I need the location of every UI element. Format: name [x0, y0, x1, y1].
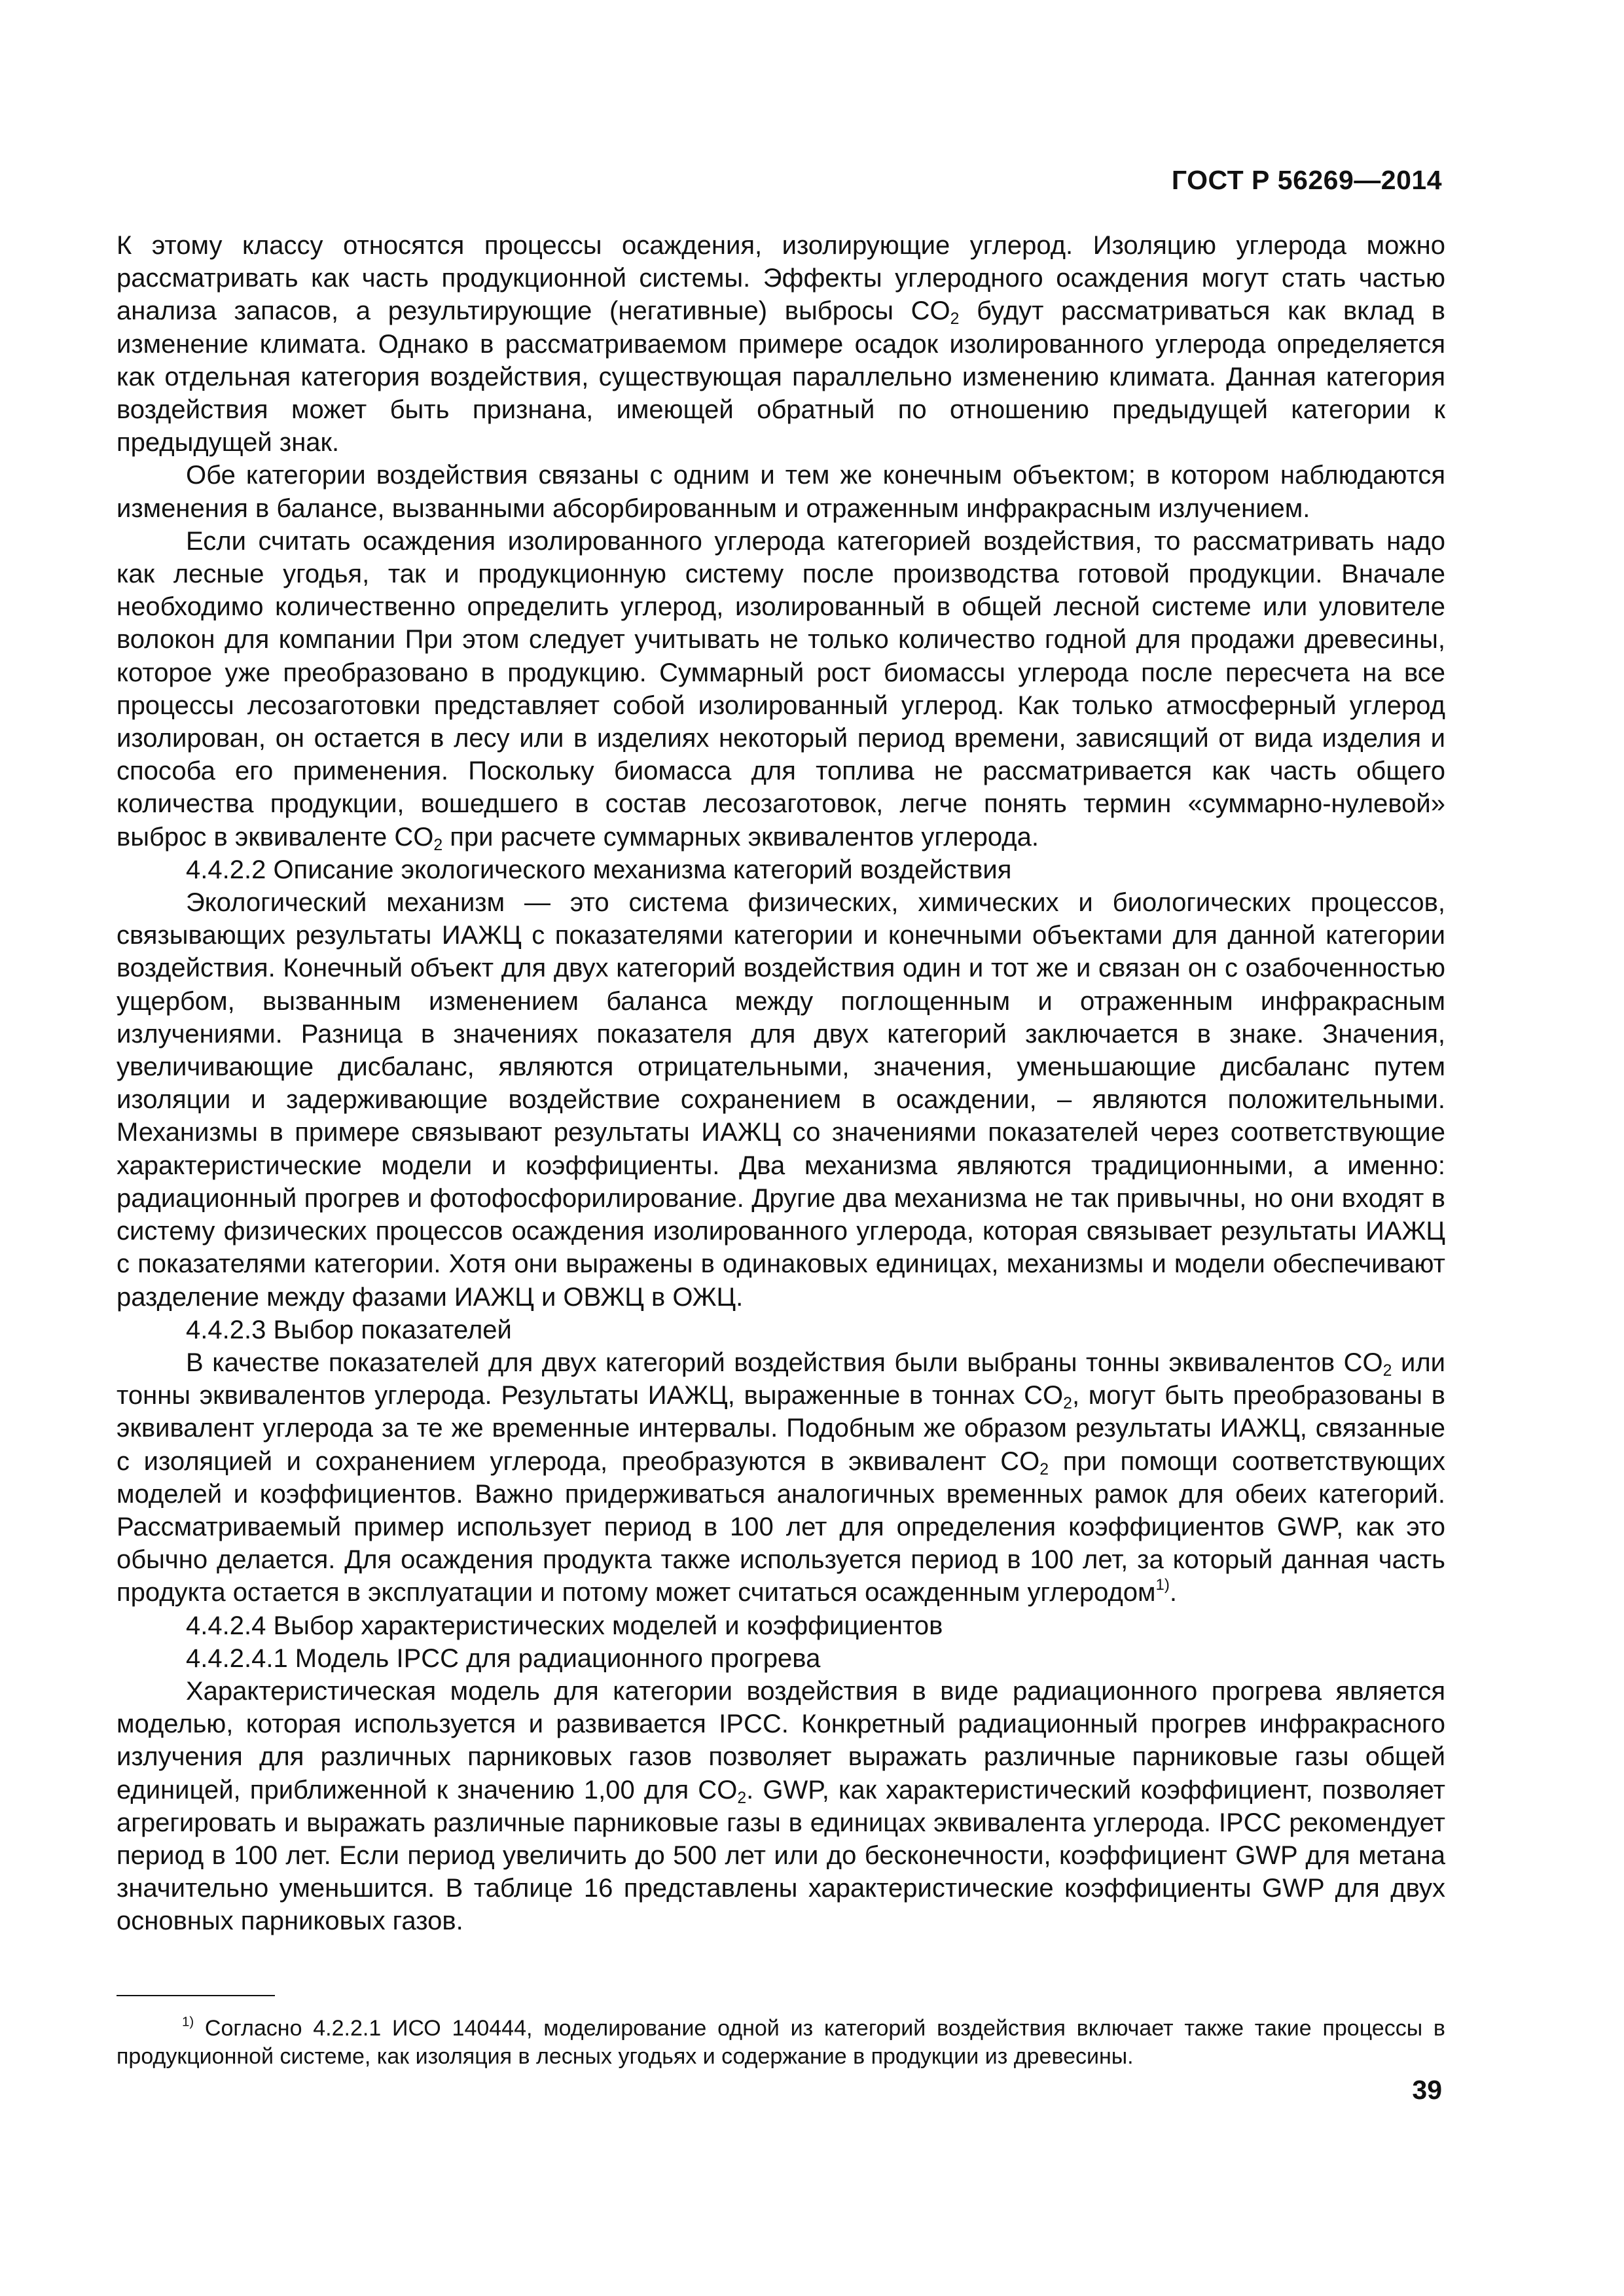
paragraph-5 [117, 1346, 1445, 1609]
text-run: будут рассматриваться как вклад в изменение климата. Однако в рассматриваемом примере осадок изолированного углерода определяется как отдельная категория воздействия, существующая параллельно изменению климата. Данная категория воздействия может быть признана, имеющей обратный по отношению предыдущей категории к предыдущей знак. [117, 296, 1446, 457]
subscript: 2 [950, 310, 960, 329]
text-run: . GWP, как характеристический коэффициент, позволяет агрегировать и выражать различные парниковые газы в единицах эквивалента углерода. IPCC рекомендует период в 100 лет. Если период увеличить до 500 лет или до бесконечности, коэффициент GWP для метана значительно уменьшится. В таблице 16 представлены характеристические коэффициенты GWP для двух основных парниковых газов. [117, 1775, 1445, 1936]
text-run: В качестве показателей для двух категорий воздействия были выбраны тонны эквивалентов CO [186, 1348, 1383, 1377]
subscript: 2 [1063, 1395, 1072, 1413]
footnote-separator [117, 1995, 275, 1996]
text-run: , могут быть преобразованы в эквивалент углерода за те же временные интервалы. Подобным же образом результаты ИАЖЦ, связанные с изоляцией и сохранением углерода, преобразуются в эквивалент CO [117, 1381, 1445, 1476]
section-heading-4-4-2-4: 4.4.2.4 Выбор характеристических моделей и коэффициентов [186, 1611, 943, 1640]
text-run: Характеристическая модель для категории воздействия в виде радиационного прогрева является моделью, которая используется и развивается IPCC. Конкретный радиационный прогрев инфракрасного излучения для различных парниковых газов позволяет выражать различные парниковые газы общей единицей, приближенной к значению 1,00 для CO [117, 1676, 1445, 1804]
paragraph-2: Обе категории воздействия связаны с одним и тем же конечным объектом; в котором наблюдаются изменения в балансе, вызванными абсорбированным и отраженным инфракрасным излучением. [117, 461, 1445, 523]
subscript: 2 [737, 1789, 747, 1807]
text-run: . [1169, 1578, 1178, 1607]
footnote-marker: 1) [182, 2015, 194, 2030]
text-run: при расчете суммарных эквивалентов углерода. [442, 822, 1039, 852]
footnote-reference[interactable]: 1) [1155, 1576, 1170, 1594]
subscript: 2 [433, 836, 443, 854]
section-heading-4-4-2-4-1: 4.4.2.4.1 Модель IPCC для радиационного прогрева [186, 1643, 821, 1673]
page-number: 39 [1412, 2075, 1442, 2105]
footnote-text: Согласно 4.2.2.1 ИСО 140444, моделирование одной из категорий воздействия включает также такие процессы в продукционной системе, как изоляция в лесных угодьях и содержание в продукции из древесины. [117, 2016, 1445, 2069]
text-run: или тонны эквивалентов углерода. Результаты ИАЖЦ, выраженные в тоннах CO [117, 1348, 1445, 1410]
section-heading-4-4-2-2: 4.4.2.2 Описание экологического механизма категорий воздействия [186, 855, 1012, 884]
section-heading-4-4-2-3: 4.4.2.3 Выбор показателей [186, 1315, 512, 1344]
text-run: при помощи соответствующих моделей и коэффициентов. Важно придерживаться аналогичных временных рамок для обеих категорий. Рассматриваемый пример использует период в 100 лет для определения коэффициентов GWP, как это обычно делается. Для осаждения продукта также используется период в 100 лет, за который данная часть продукта остается в эксплуатации и потому может считаться осажденным углеродом [117, 1446, 1446, 1607]
main-text [117, 229, 1445, 1938]
text-run: Если считать осаждения изолированного углерода категорией воздействия, то рассматривать надо как лесные угодья, так и продукционную систему после производства готовой продукции. Вначале необходимо количественно определить углерод, изолированный в общей лесной системе или уловителе волокон для компании При этом следует учитывать не только количество годной для продажи древесины, которое уже преобразовано в продукцию. Суммарный рост биомассы углерода после пересчета на все процессы лесозаготовки представляет собой изолированный углерод. Как только атмосферный углерод изолирован, он остается в лесу или в изделиях некоторый период времени, зависящий от вида изделия и способа его применения. Поскольку биомасса для топлива не рассматривается как часть общего количества продукции, вошедшего в состав лесозаготовок, легче понять термин «суммарно-нулевой» выброс в эквиваленте CO [117, 526, 1445, 852]
paragraph-3 [117, 525, 1445, 853]
subscript: 2 [1039, 1460, 1049, 1479]
text-run: К этому классу относятся процессы осаждения, изолирующие углерод. Изоляцию углерода можно рассматривать как часть продукционной системы. Эффекты углеродного осаждения могут стать частью анализа запасов, а результирующие (негативные) выбросы CO [117, 231, 1445, 326]
paragraph-4: Экологический механизм — это система физических, химических и биологических процессов, связывающих результаты ИАЖЦ с показателями категории и конечными объектами для данной категории воздействия. Конечный объект для двух категорий воздействия один и тот же и связан он с озабоченностью ущербом, вызванным изменением баланса между поглощенным и отраженным инфракрасным излучениями. Разница в значениях показателя для двух категорий заключается в знаке. Значения, увеличивающие дисбаланс, являются отрицательными, значения, уменьшающие дисбаланс путем изоляции и задерживающие воздействие сохранением в осаждении, – являются положительными. Механизмы в примере связывают результаты ИАЖЦ со значениями показателей через соответствующие характеристические модели и коэффициенты. Два механизма являются традиционными, а именно: радиационный прогрев и фотофосфорилирование. Другие два механизма не так привычны, но они входят в систему физических процессов осаждения изолированного углерода, которая связывает результаты ИАЖЦ с показателями категории. Хотя они выражены в одинаковых единицах, механизмы и модели обеспечивают разделение между фазами ИАЖЦ и ОВЖЦ в ОЖЦ. [117, 888, 1445, 1312]
document-code-header: ГОСТ Р 56269—2014 [1171, 165, 1442, 195]
subscript: 2 [1382, 1361, 1392, 1380]
paragraph-6 [117, 1675, 1445, 1938]
footnote [117, 2015, 1445, 2071]
paragraph-1 [117, 229, 1445, 459]
